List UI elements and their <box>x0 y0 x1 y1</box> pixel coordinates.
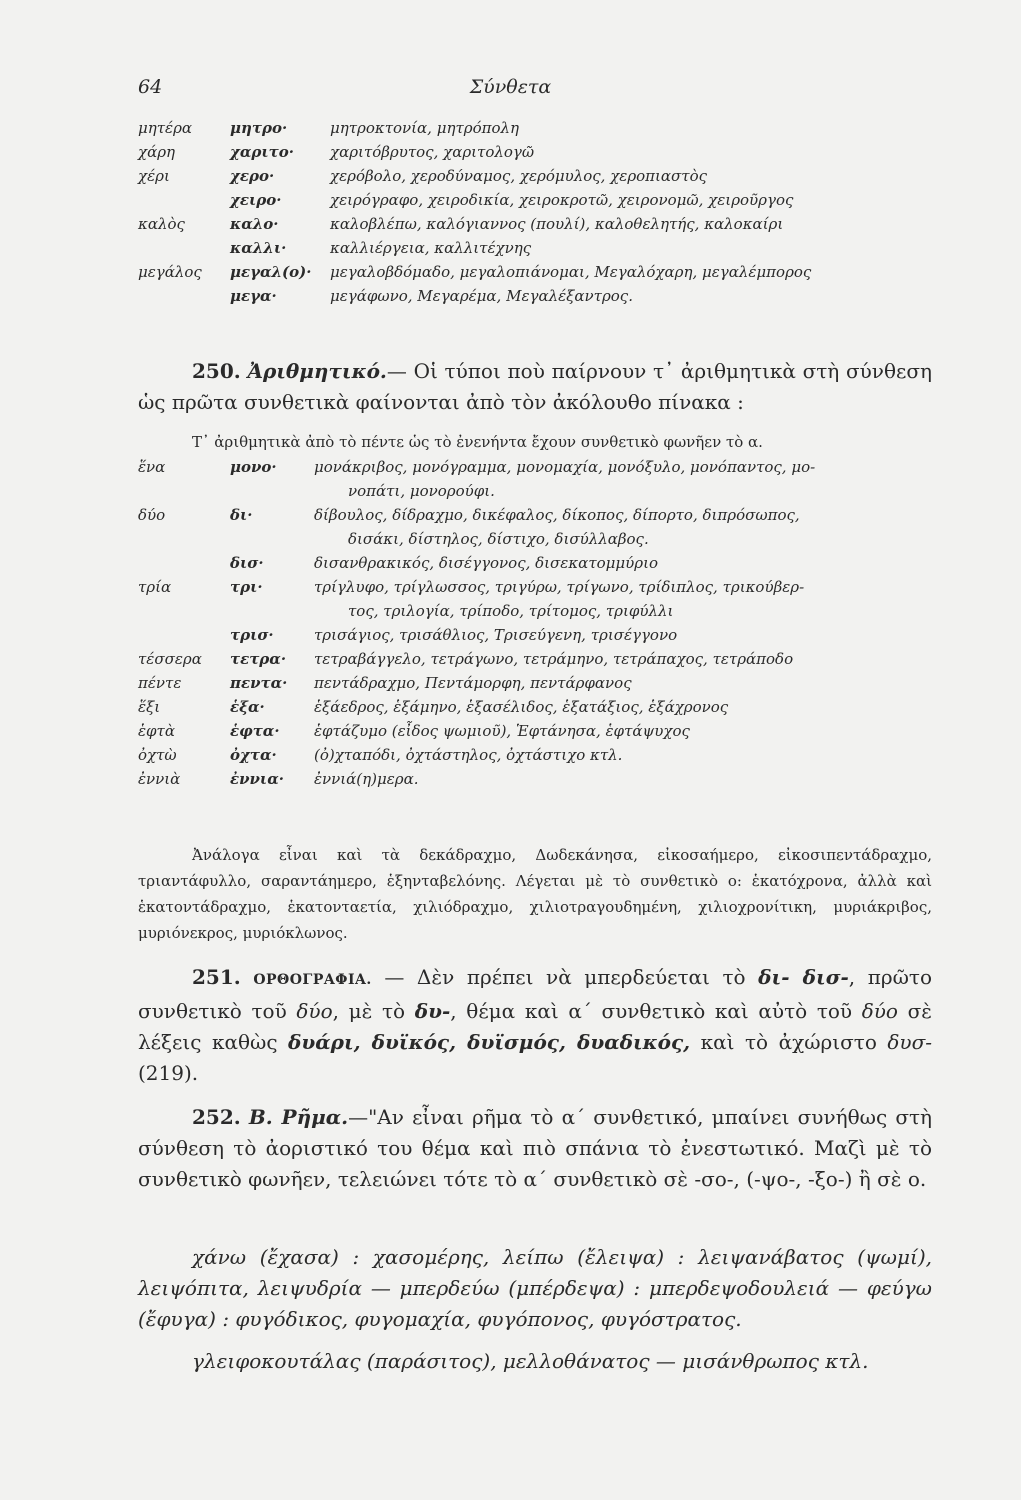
examples-cont: τος, τριλογία, τρίποδο, τρίτομος, τριφύλλι <box>348 602 674 620</box>
examples: χερόβολο, χεροδύναμος, χερόμυλος, χεροπιαστὸς <box>330 167 708 185</box>
table-row <box>138 188 938 212</box>
term: δυ- <box>414 999 451 1023</box>
table-row <box>138 284 938 308</box>
page-number: 64 <box>138 76 163 98</box>
term: δι- δισ- <box>758 965 849 989</box>
section-252-examples-2 <box>138 1346 932 1377</box>
term: δυάρι, δυϊκός, δυϊσμός, δυαδικός, <box>288 1030 691 1054</box>
examples: (ὀ)χταπόδι, ὀχτάστηλος, ὀχτάστιχο κτλ. <box>314 746 623 764</box>
table-row <box>138 212 938 236</box>
prefix-form: ἑξα· <box>230 698 265 716</box>
base-word: δύο <box>138 506 166 524</box>
table-row-cont <box>138 599 938 623</box>
base-word: χάρη <box>138 143 176 161</box>
section-number: 251. <box>192 965 241 989</box>
text-part: σὲ λέξεις καθὼς <box>138 999 933 1054</box>
analoga-paragraph <box>138 842 932 946</box>
examples: μεγάφωνο, Μεγαρέμα, Μεγαλέξαντρος. <box>330 287 633 305</box>
text-part: (219). <box>138 1061 199 1085</box>
prefix-form: χειρο· <box>230 191 282 209</box>
prefix-form: καλο· <box>230 215 279 233</box>
base-word: ὀχτὼ <box>138 746 177 764</box>
table-row <box>138 116 938 140</box>
base-word: ἕξι <box>138 698 161 716</box>
examples-cont: δισάκι, δίστηλος, δίστιχο, δισύλλαβος. <box>348 530 649 548</box>
compound-table-nouns <box>138 116 938 308</box>
examples: τρισάγιος, τρισάθλιος, Τρισεύγενη, τρισέγγονο <box>314 626 678 644</box>
table-row-cont <box>138 527 938 551</box>
section-text: — Οἱ τύποι ποὺ παίρνουν τ᾿ ἀριθμητικὰ στὴ σύνθεση ὡς πρῶτα συνθετικὰ φαίνονται ἀπὸ τὸν ἀκόλουθο πίνακα : <box>138 359 933 414</box>
base-word: καλὸς <box>138 215 185 233</box>
table-row <box>138 260 938 284</box>
base-word: ἑφτὰ <box>138 722 175 740</box>
prefix-form: μεγα· <box>230 287 277 305</box>
prefix-form: ἑφτα· <box>230 722 280 740</box>
compound-table-numerals <box>138 455 938 791</box>
table-row <box>138 623 938 647</box>
examples: δισανθρακικός, δισέγγονος, δισεκατομμύριο <box>314 554 658 572</box>
examples: δίβουλος, δίδραχμο, δικέφαλος, δίκοπος, δίπορτο, διπρόσωπος, <box>314 506 800 524</box>
table-row <box>138 767 938 791</box>
examples-cont: νοπάτι, μονορούφι. <box>348 482 495 500</box>
table-row <box>138 575 938 599</box>
section-number: 252. <box>192 1105 241 1129</box>
examples: χειρόγραφο, χειροδικία, χειροκροτῶ, χειρονομῶ, χειροῦργος <box>330 191 794 209</box>
base-word: ἕνα <box>138 458 166 476</box>
examples: τετραβάγγελο, τετράγωνο, τετράμηνο, τετράπαχος, τετράποδο <box>314 650 794 668</box>
section-251 <box>138 962 932 1089</box>
table-row <box>138 719 938 743</box>
prefix-form: ὀχτα· <box>230 746 277 764</box>
prefix-form: τρισ· <box>230 626 274 644</box>
examples: τρίγλυφο, τρίγλωσσος, τριγύρω, τρίγωνο, τρίδιπλος, τρικούβερ- <box>314 578 805 596</box>
examples: καλλιέργεια, καλλιτέχνης <box>330 239 532 257</box>
prefix-form: πεντα· <box>230 674 288 692</box>
examples-text: γλειφοκουτάλας (παράσιτος), μελλοθάνατος — μισάνθρωπος κτλ. <box>192 1349 869 1373</box>
examples: ἑφτάζυμο (εἶδος ψωμιοῦ), Ἑφτάνησα, ἑφτάψυχος <box>314 722 690 740</box>
prefix-form: μεγαλ(ο)· <box>230 263 312 281</box>
examples: καλοβλέπω, καλόγιαννος (πουλί), καλοθελητής, καλοκαίρι <box>330 215 784 233</box>
section-252-examples <box>138 1242 932 1335</box>
base-word: τρία <box>138 578 172 596</box>
term: δύο <box>861 999 898 1023</box>
examples: πεντάδραχμο, Πεντάμορφη, πεντάρφανος <box>314 674 632 692</box>
section-250-note <box>138 430 932 454</box>
base-word: ἐννιὰ <box>138 770 181 788</box>
examples: ἑξάεδρος, ἑξάμηνο, ἑξασέλιδος, ἑξατάξιος, ἑξάχρονος <box>314 698 729 716</box>
examples: χαριτόβρυτος, χαριτολογῶ <box>330 143 535 161</box>
text-part: , μὲ τὸ <box>332 999 415 1023</box>
text-part: , θέμα καὶ α΄ συνθετικὸ καὶ αὐτὸ τοῦ <box>450 999 862 1023</box>
table-row <box>138 551 938 575</box>
table-row <box>138 455 938 479</box>
section-number: 250. <box>192 359 241 383</box>
analoga-text: Ἀνάλογα εἶναι καὶ τὰ δεκάδραχμο, Δωδεκάνησα, εἰκοσαήμερο, εἰκοσιπεντάδραχμο, τριαντάφυλλο, σαραντάημερο, ἑξηνταβελόνης. Λέγεται μὲ τὸ συνθετικὸ ο: ἑκατόχρονα, ἀλλὰ καὶ ἑκατοντάδραχμο, ἑκατονταετία, χιλιόδραχμο, χιλιοτραγουδημένη, χιλιοχρονίτικη, μυριάκριβος, μυριόνεκρος, μυριόκλωνος. <box>138 846 932 942</box>
prefix-form: δι· <box>230 506 253 524</box>
base-word: χέρι <box>138 167 170 185</box>
table-row <box>138 164 938 188</box>
section-title: Ἀριθμητικό. <box>247 359 387 383</box>
prefix-form: χαριτο· <box>230 143 294 161</box>
prefix-form: μητρο· <box>230 119 288 137</box>
section-label: ΟΡΘΟΓΡΑΦΙΑ. <box>253 972 372 988</box>
table-row <box>138 140 938 164</box>
text-part: , πρῶτο συνθετικὸ τοῦ <box>138 965 933 1023</box>
examples-text: χάνω (ἔχασα) : χασομέρης, λείπω (ἔλειψα) : λειψανάβατος (ψωμί), λειψόπιτα, λειψυδρία — μπερδεύω (μπέρδεψα) : μπερδεψοδουλειά — φεύγω (ἔφυγα) : φυγόδικος, φυγομαχία, φυγόπονος, φυγόστρατος. <box>138 1245 932 1331</box>
table-row <box>138 695 938 719</box>
examples: μητροκτονία, μητρόπολη <box>330 119 519 137</box>
examples: μεγαλοβδόμαδο, μεγαλοπιάνομαι, Μεγαλόχαρη, μεγαλέμπορος <box>330 263 812 281</box>
table-row <box>138 671 938 695</box>
section-title: Β. Ρῆμα. <box>248 1105 349 1129</box>
section-250 <box>138 356 932 418</box>
term: δυσ- <box>887 1030 932 1054</box>
table-row <box>138 503 938 527</box>
prefix-form: μονο· <box>230 458 277 476</box>
section-text: —"Αν εἶναι ρῆμα τὸ α΄ συνθετικό, μπαίνει συνήθως στὴ σύνθεση τὸ ἀοριστικό του θέμα καὶ πιὸ σπάνια τὸ ἐνεστωτικό. Μαζὶ μὲ τὸ συνθετικὸ φωνῆεν, τελειώνει τότε τὸ α΄ συνθετικὸ σὲ -σο-, (-ψο-, -ξο-) ἢ σὲ ο. <box>138 1105 933 1191</box>
text-part: — Δὲν πρέπει νὰ μπερδεύεται τὸ <box>371 965 759 989</box>
base-word: μεγάλος <box>138 263 202 281</box>
note-text: Τ᾿ ἀριθμητικὰ ἀπὸ τὸ πέντε ὡς τὸ ἐνενήντα ἔχουν συνθετικὸ φωνῆεν τὸ α. <box>192 433 763 451</box>
examples: μονάκριβος, μονόγραμμα, μονομαχία, μονόξυλο, μονόπαντος, μο- <box>314 458 816 476</box>
prefix-form: δισ· <box>230 554 264 572</box>
prefix-form: ἐννια· <box>230 770 284 788</box>
running-title: Σύνθετα <box>469 76 552 98</box>
base-word: πέντε <box>138 674 182 692</box>
table-row <box>138 647 938 671</box>
term: δύο <box>296 999 333 1023</box>
base-word: τέσσερα <box>138 650 202 668</box>
prefix-form: τρι· <box>230 578 263 596</box>
prefix-form: χερο· <box>230 167 275 185</box>
text-part: καὶ τὸ ἀχώριστο <box>690 1030 888 1054</box>
prefix-form: καλλι· <box>230 239 287 257</box>
table-row <box>138 743 938 767</box>
table-row <box>138 236 938 260</box>
examples: ἐννιά(η)μερα. <box>314 770 419 788</box>
page-header <box>0 76 1021 102</box>
prefix-form: τετρα· <box>230 650 287 668</box>
table-row-cont <box>138 479 938 503</box>
section-252 <box>138 1102 932 1195</box>
base-word: μητέρα <box>138 119 193 137</box>
